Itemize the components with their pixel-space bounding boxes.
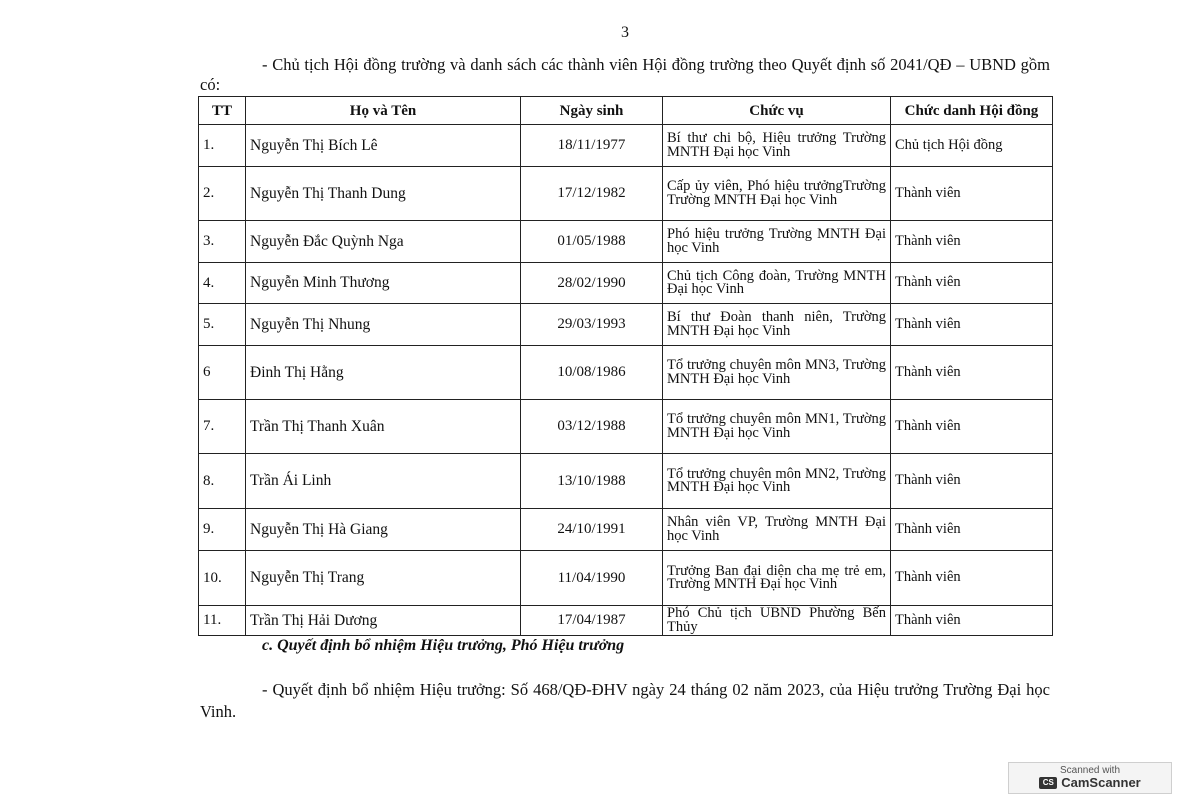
row-index: 2. (199, 167, 246, 221)
header-council-role: Chức danh Hội đồng (891, 97, 1053, 125)
council-members-table (198, 96, 1053, 636)
member-council-role: Thành viên (891, 509, 1053, 551)
member-name: Nguyễn Thị Hà Giang (246, 509, 521, 551)
member-position: Bí thư Đoàn thanh niên, Trường MNTH Đại học Vinh (663, 304, 891, 346)
member-council-role: Thành viên (891, 221, 1053, 263)
camscanner-logo-icon: CS (1039, 777, 1057, 789)
header-name: Họ và Tên (246, 97, 521, 125)
member-dob: 24/10/1991 (521, 509, 663, 551)
member-name: Đinh Thị Hằng (246, 346, 521, 400)
member-dob: 03/12/1988 (521, 400, 663, 454)
scanned-with-label: Scanned with (1059, 765, 1121, 776)
row-index: 3. (199, 221, 246, 263)
member-position: Bí thư chi bộ, Hiệu trưởng Trường MNTH Đại học Vinh (663, 125, 891, 167)
member-dob: 17/04/1987 (521, 606, 663, 636)
table-row (199, 346, 1053, 400)
member-dob: 13/10/1988 (521, 454, 663, 509)
intro-paragraph: - Chủ tịch Hội đồng trường và danh sách các thành viên Hội đồng trường theo Quyết định số 2041/QĐ – UBND gồm có: (200, 54, 1050, 94)
header-position: Chức vụ (663, 97, 891, 125)
table-header-row (199, 97, 1053, 125)
member-dob: 28/02/1990 (521, 263, 663, 304)
member-name: Nguyễn Thị Nhung (246, 304, 521, 346)
member-position: Chủ tịch Công đoàn, Trường MNTH Đại học Vinh (663, 263, 891, 304)
member-council-role: Thành viên (891, 400, 1053, 454)
section-title: c. Quyết định bổ nhiệm Hiệu trưởng, Phó Hiệu trưởng (262, 637, 625, 654)
member-name: Nguyễn Minh Thương (246, 263, 521, 304)
header-dob: Ngày sinh (521, 97, 663, 125)
member-position: Tổ trưởng chuyên môn MN2, Trường MNTH Đại học Vinh (663, 454, 891, 509)
row-index: 11. (199, 606, 246, 636)
member-name: Trần Thị Hải Dương (246, 606, 521, 636)
row-index: 1. (199, 125, 246, 167)
row-index: 5. (199, 304, 246, 346)
table-row (199, 509, 1053, 551)
row-index: 6 (199, 346, 246, 400)
member-dob: 10/08/1986 (521, 346, 663, 400)
member-council-role: Thành viên (891, 606, 1053, 636)
row-index: 7. (199, 400, 246, 454)
member-council-role: Thành viên (891, 263, 1053, 304)
member-name: Trần Ái Linh (246, 454, 521, 509)
member-dob: 17/12/1982 (521, 167, 663, 221)
member-name: Nguyễn Đắc Quỳnh Nga (246, 221, 521, 263)
table-row (199, 400, 1053, 454)
table-row (199, 454, 1053, 509)
row-index: 10. (199, 551, 246, 606)
camscanner-brand (1009, 776, 1171, 790)
member-position: Tổ trưởng chuyên môn MN1, Trường MNTH Đại học Vinh (663, 400, 891, 454)
table-row (199, 221, 1053, 263)
member-position: Cấp ủy viên, Phó hiệu trưởngTrường Trường MNTH Đại học Vinh (663, 167, 891, 221)
row-index: 9. (199, 509, 246, 551)
member-council-role: Thành viên (891, 167, 1053, 221)
table-row (199, 125, 1053, 167)
member-dob: 01/05/1988 (521, 221, 663, 263)
row-index: 4. (199, 263, 246, 304)
table-row (199, 304, 1053, 346)
member-dob: 18/11/1977 (521, 125, 663, 167)
camscanner-badge (1008, 762, 1172, 794)
member-position: Nhân viên VP, Trường MNTH Đại học Vinh (663, 509, 891, 551)
camscanner-brand-label: CamScanner (1061, 775, 1141, 790)
member-council-role: Thành viên (891, 551, 1053, 606)
member-position: Trưởng Ban đại diện cha mẹ trẻ em, Trường MNTH Đại học Vinh (663, 551, 891, 606)
row-index: 8. (199, 454, 246, 509)
header-tt: TT (199, 97, 246, 125)
member-position: Tổ trưởng chuyên môn MN3, Trường MNTH Đại học Vinh (663, 346, 891, 400)
member-name: Nguyễn Thị Bích Lê (246, 125, 521, 167)
table-row (199, 606, 1053, 636)
page-number: 3 (621, 24, 629, 41)
member-council-role: Thành viên (891, 304, 1053, 346)
table-row (199, 263, 1053, 304)
member-name: Nguyễn Thị Trang (246, 551, 521, 606)
member-dob: 29/03/1993 (521, 304, 663, 346)
member-position: Phó hiệu trưởng Trường MNTH Đại học Vinh (663, 221, 891, 263)
table-row (199, 551, 1053, 606)
decision-paragraph: - Quyết định bổ nhiệm Hiệu trưởng: Số 468/QĐ-ĐHV ngày 24 tháng 02 năm 2023, của Hiệu trưởng Trường Đại học Vinh. (200, 679, 1050, 721)
member-council-role: Thành viên (891, 346, 1053, 400)
member-dob: 11/04/1990 (521, 551, 663, 606)
table-row (199, 167, 1053, 221)
member-council-role: Chủ tịch Hội đồng (891, 125, 1053, 167)
member-position: Phó Chủ tịch UBND Phường Bến Thủy (663, 606, 891, 636)
member-council-role: Thành viên (891, 454, 1053, 509)
member-name: Nguyễn Thị Thanh Dung (246, 167, 521, 221)
member-name: Trần Thị Thanh Xuân (246, 400, 521, 454)
